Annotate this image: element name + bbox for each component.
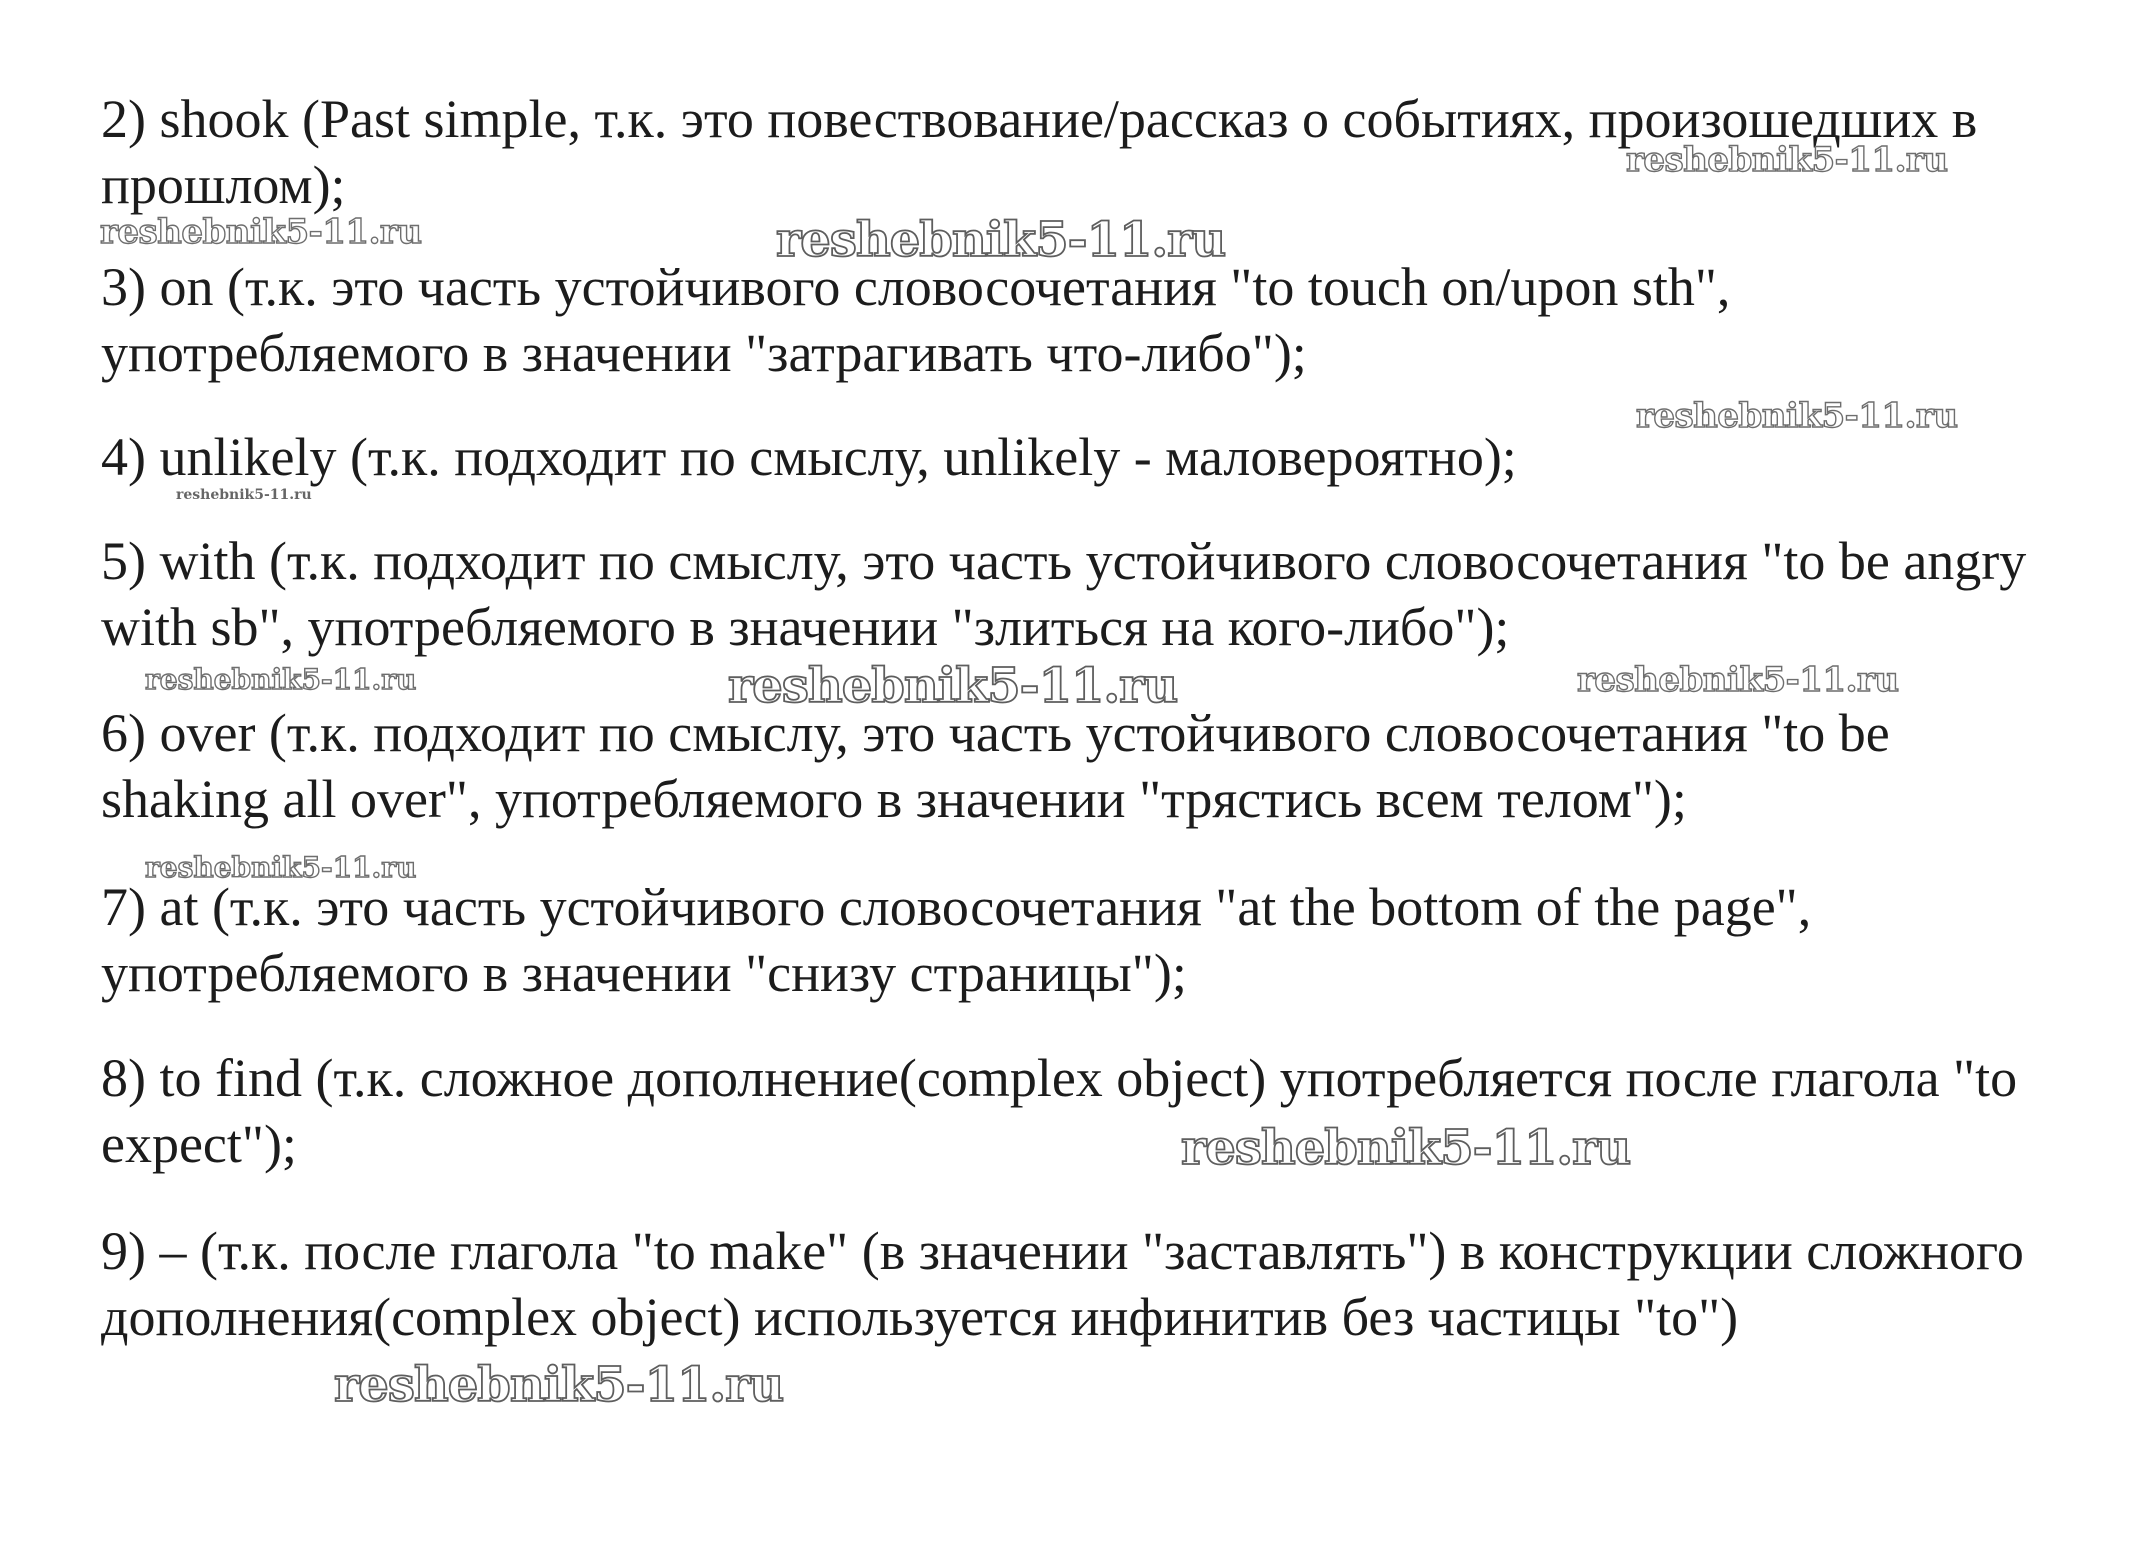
answer-item-2: 2) shook (Past simple, т.к. это повествование/рассказ о событиях, произошедших в прошлом); — [101, 89, 1978, 215]
answer-item-9: 9) – (т.к. после глагола "to make" (в значении "заставлять") в конструкции сложного дополнения(complex object) используется инфинитив без частицы "to") — [101, 1221, 2024, 1347]
watermark: reshebnik5-11.ru — [728, 658, 1178, 714]
watermark: reshebnik5-11.ru — [176, 487, 312, 503]
watermark: reshebnik5-11.ru — [1577, 660, 1899, 700]
answer-item-3: 3) on (т.к. это часть устойчивого словосочетания "to touch on/upon sth", употребляемого в значении "затрагивать что-либо"); — [101, 257, 1731, 383]
answer-item-8: 8) to find (т.к. сложное дополнение(complex object) употребляется после глагола "to expect"); — [101, 1048, 2018, 1174]
watermark: reshebnik5-11.ru — [145, 663, 417, 696]
answer-item-5: 5) with (т.к. подходит по смыслу, это часть устойчивого словосочетания "to be angry with sb", употребляемого в значении "злиться на кого-либо"); — [101, 531, 2027, 657]
watermark: reshebnik5-11.ru — [100, 212, 422, 252]
watermark: reshebnik5-11.ru — [145, 851, 417, 884]
watermark: reshebnik5-11.ru — [1636, 396, 1958, 436]
watermark: reshebnik5-11.ru — [776, 212, 1226, 268]
watermark: reshebnik5-11.ru — [1181, 1120, 1631, 1176]
answer-item-6: 6) over (т.к. подходит по смыслу, это часть устойчивого словосочетания "to be shaking all over", употребляемого в значении "трястись всем телом"); — [101, 703, 1890, 829]
answer-item-7: 7) at (т.к. это часть устойчивого словосочетания "at the bottom of the page", употребляемого в значении "снизу страницы"); — [101, 877, 1812, 1003]
answer-item-4: 4) unlikely (т.к. подходит по смыслу, unlikely - маловероятно); — [101, 427, 1517, 487]
watermark: reshebnik5-11.ru — [1626, 140, 1948, 180]
watermark: reshebnik5-11.ru — [334, 1357, 784, 1413]
